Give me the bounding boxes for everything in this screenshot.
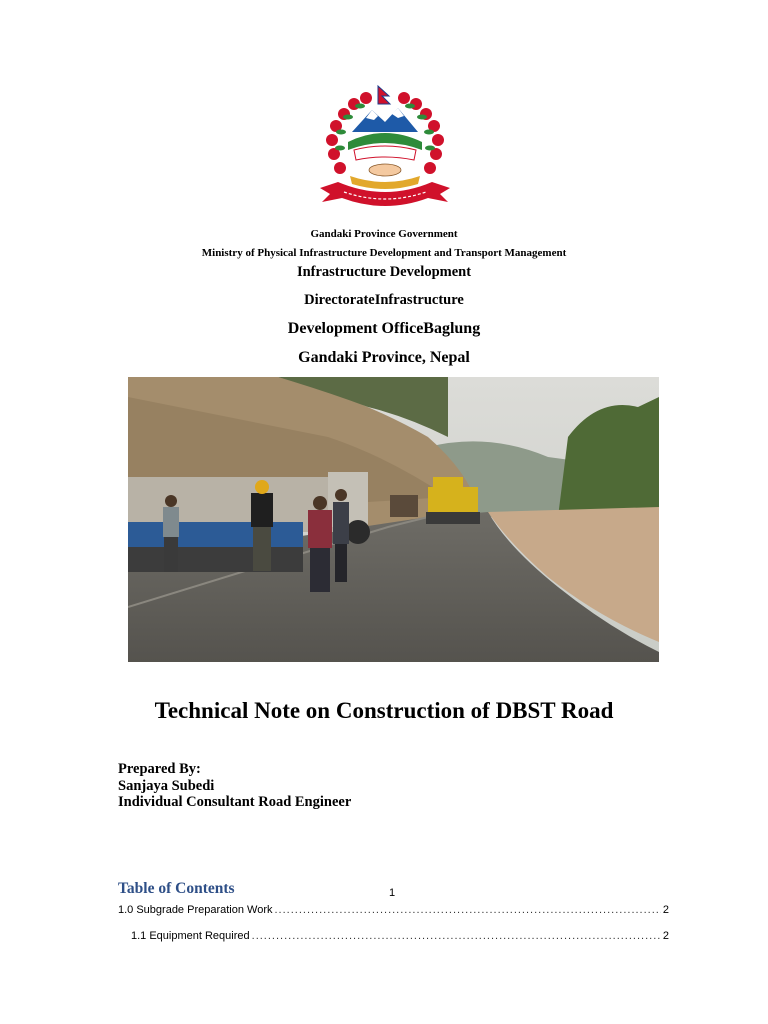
header-directorate: DirectorateInfrastructure xyxy=(304,292,464,308)
page-number: 1 xyxy=(389,887,396,899)
header-infrastructure: Infrastructure Development xyxy=(296,264,472,280)
nepal-emblem-icon xyxy=(314,84,456,212)
toc-entry[interactable] xyxy=(131,930,669,942)
author-role: Individual Consultant Road Engineer xyxy=(118,794,352,810)
toc-entry-label: 1.1 Equipment Required xyxy=(131,930,250,942)
toc-entry-page: 2 xyxy=(662,904,669,916)
prepared-by-label: Prepared By: xyxy=(118,761,201,777)
toc-entry-label: 1.0 Subgrade Preparation Work xyxy=(118,904,273,916)
author-name: Sanjaya Subedi xyxy=(118,777,215,794)
header-province: Gandaki Province, Nepal xyxy=(298,349,470,366)
document-title: Technical Note on Construction of DBST Road xyxy=(154,698,614,723)
road-construction-photo xyxy=(128,377,659,662)
toc-dot-leader xyxy=(252,930,661,942)
toc-heading: Table of Contents xyxy=(118,880,235,897)
toc-dot-leader xyxy=(275,904,661,916)
header-office: Development OfficeBaglung xyxy=(287,320,481,337)
header-ministry: Ministry of Physical Infrastructure Development and Transport Management xyxy=(201,247,567,259)
prepared-by-block xyxy=(118,761,351,811)
header-government: Gandaki Province Government xyxy=(310,228,458,240)
toc-entry[interactable] xyxy=(118,904,669,916)
toc-entry-page: 2 xyxy=(662,930,669,942)
